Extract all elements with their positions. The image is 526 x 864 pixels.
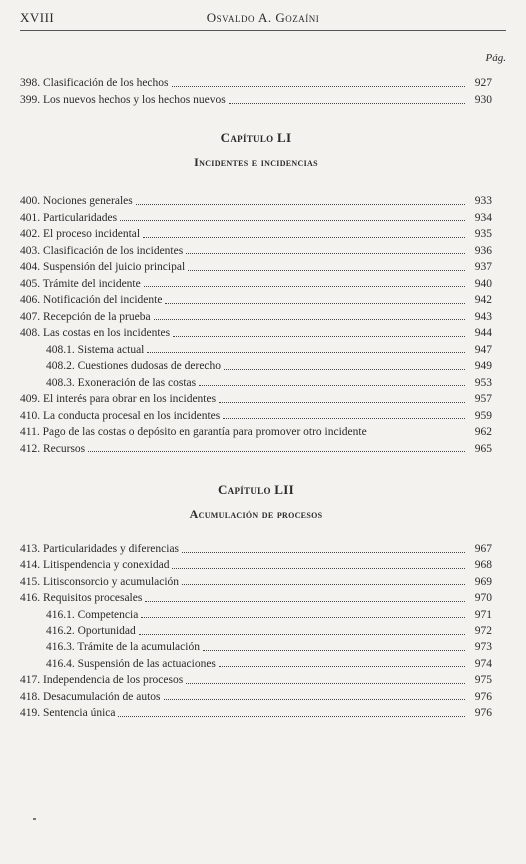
dot-leader [182,552,465,553]
entry-page-number: 934 [474,211,492,224]
toc-entry [20,590,492,606]
toc-subentry [46,639,492,655]
toc-entry [20,557,492,573]
print-speck [33,818,36,820]
dot-leader [223,418,465,419]
entry-page-number: 953 [474,376,492,389]
dot-leader [173,336,465,337]
entry-title: 416.3. Trámite de la acumulación [46,641,200,654]
entry-page-number: 936 [474,244,492,257]
toc-entry [20,325,492,341]
entry-page-number: 927 [474,77,492,89]
entry-page-number: 976 [474,690,492,703]
dot-leader [120,220,465,221]
toc-entry [20,259,492,275]
toc-entry [20,408,492,424]
entry-page-number: 970 [474,592,492,605]
entry-title: 417. Independencia de los procesos [20,674,184,687]
toc-entry [20,75,492,91]
toc-entry [20,672,492,688]
toc-entry [20,243,492,259]
entry-title: 401. Particularidades [20,211,118,224]
dot-leader [136,204,465,205]
entry-page-number: 940 [474,277,492,290]
toc-entry [20,226,492,242]
entry-title: 409. El interés para obrar en los incidentes [20,393,217,405]
toc-entry [20,92,492,108]
dot-leader [188,270,465,271]
toc-entry [20,210,492,226]
entry-page-number: 967 [474,543,492,555]
entry-title: 416.1. Competencia [46,608,139,621]
entry-title: 404. Suspensión del juicio principal [20,261,186,273]
entry-title: 407. Recepción de la prueba [20,310,151,323]
entry-title: 406. Notificación del incidente [20,294,163,306]
chapter-lii-subtitle: Acumulación de procesos [189,507,323,521]
dot-leader [147,352,465,353]
dot-leader [145,601,465,602]
dot-leader [224,369,465,370]
entry-page-number: 949 [474,360,492,372]
dot-leader [172,86,465,87]
entry-title: 411. Pago de las costas o depósito en garantía para promover otro incidente [20,426,367,438]
entry-title: 415. Litisconsorcio y acumulación [20,575,180,588]
toc-entry [20,391,492,407]
entry-page-number: 962 [474,426,492,438]
toc-entry [20,441,492,457]
entry-title: 414. Litispendencia y conexidad [20,559,170,572]
toc-entry [20,574,492,590]
dot-leader [199,385,465,386]
toc-subentry [46,342,492,358]
toc-entry [20,309,492,325]
chapter-li-title: Capítulo LI [220,130,292,145]
entry-page-number: 975 [474,674,492,687]
entry-page-number: 976 [474,707,492,719]
chapter-lii-title: Capítulo LII [217,482,295,497]
entry-page-number: 965 [474,442,492,455]
dot-leader [139,634,465,635]
entry-page-number: 937 [474,261,492,273]
toc-entry [20,292,492,308]
entry-title: 402. El proceso incidental [20,228,141,240]
author-name: Osvaldo A. Gozaíni [206,10,320,25]
dot-leader [143,237,465,238]
dot-leader [182,584,465,585]
toc-entry [20,193,492,209]
entry-title: 408. Las costas en los incidentes [20,327,171,339]
entry-title: 408.3. Exoneración de las costas [46,376,197,389]
toc-entry [20,424,492,440]
entry-page-number: 930 [474,94,492,106]
entry-page-number: 935 [474,228,492,240]
dot-leader [164,699,465,700]
dot-leader [229,103,465,104]
toc-entry [20,689,492,705]
toc-entry [20,705,492,721]
toc-subentry [46,656,492,672]
entry-title: 416. Requisitos procesales [20,592,143,605]
entry-page-number: 971 [474,608,492,621]
dot-leader [172,568,465,569]
entry-page-number: 947 [474,343,492,356]
toc-entry [20,541,492,557]
dot-leader [203,650,465,651]
entry-page-number: 944 [474,327,492,339]
entry-title: 399. Los nuevos hechos y los hechos nuevos [20,94,226,106]
toc-subentry [46,607,492,623]
entry-title: 412. Recursos [20,442,86,455]
entry-page-number: 969 [474,575,492,588]
page-folio: XVIII [20,10,55,25]
entry-title: 413. Particularidades y diferencias [20,543,180,555]
dot-leader [165,303,465,304]
dot-leader [154,319,465,320]
dot-leader [219,666,465,667]
page-column-label: Pág. [485,52,506,64]
entry-title: 418. Desacumulación de autos [20,690,161,703]
entry-title: 408.2. Cuestiones dudosas de derecho [46,360,222,372]
entry-title: 405. Trámite del incidente [20,277,141,290]
dot-leader [186,253,465,254]
entry-title: 400. Nociones generales [20,195,133,207]
entry-page-number: 957 [474,393,492,405]
entry-page-number: 942 [474,294,492,306]
dot-leader [88,451,465,452]
entry-page-number: 974 [474,657,492,670]
entry-page-number: 968 [474,559,492,572]
entry-title: 408.1. Sistema actual [46,343,145,356]
dot-leader [141,617,465,618]
toc-subentry [46,623,492,639]
entry-page-number: 943 [474,310,492,323]
chapter-li-subtitle: Incidentes e incidencias [194,155,318,169]
entry-page-number: 933 [474,195,492,207]
toc-subentry [46,358,492,374]
entry-title: 410. La conducta procesal en los incidentes [20,409,221,422]
toc-entry [20,276,492,292]
entry-title: 419. Sentencia única [20,707,116,719]
dot-leader [144,286,465,287]
dot-leader [118,716,465,717]
entry-title: 416.4. Suspensión de las actuaciones [46,657,216,670]
entry-page-number: 972 [474,625,492,637]
entry-title: 416.2. Oportunidad [46,625,136,637]
entry-page-number: 973 [474,641,492,654]
dot-leader [186,683,465,684]
entry-page-number: 959 [474,409,492,422]
dot-leader [219,402,465,403]
entry-title: 398. Clasificación de los hechos [20,77,169,89]
entry-title: 403. Clasificación de los incidentes [20,244,184,257]
running-head [20,10,506,31]
toc-subentry [46,375,492,391]
